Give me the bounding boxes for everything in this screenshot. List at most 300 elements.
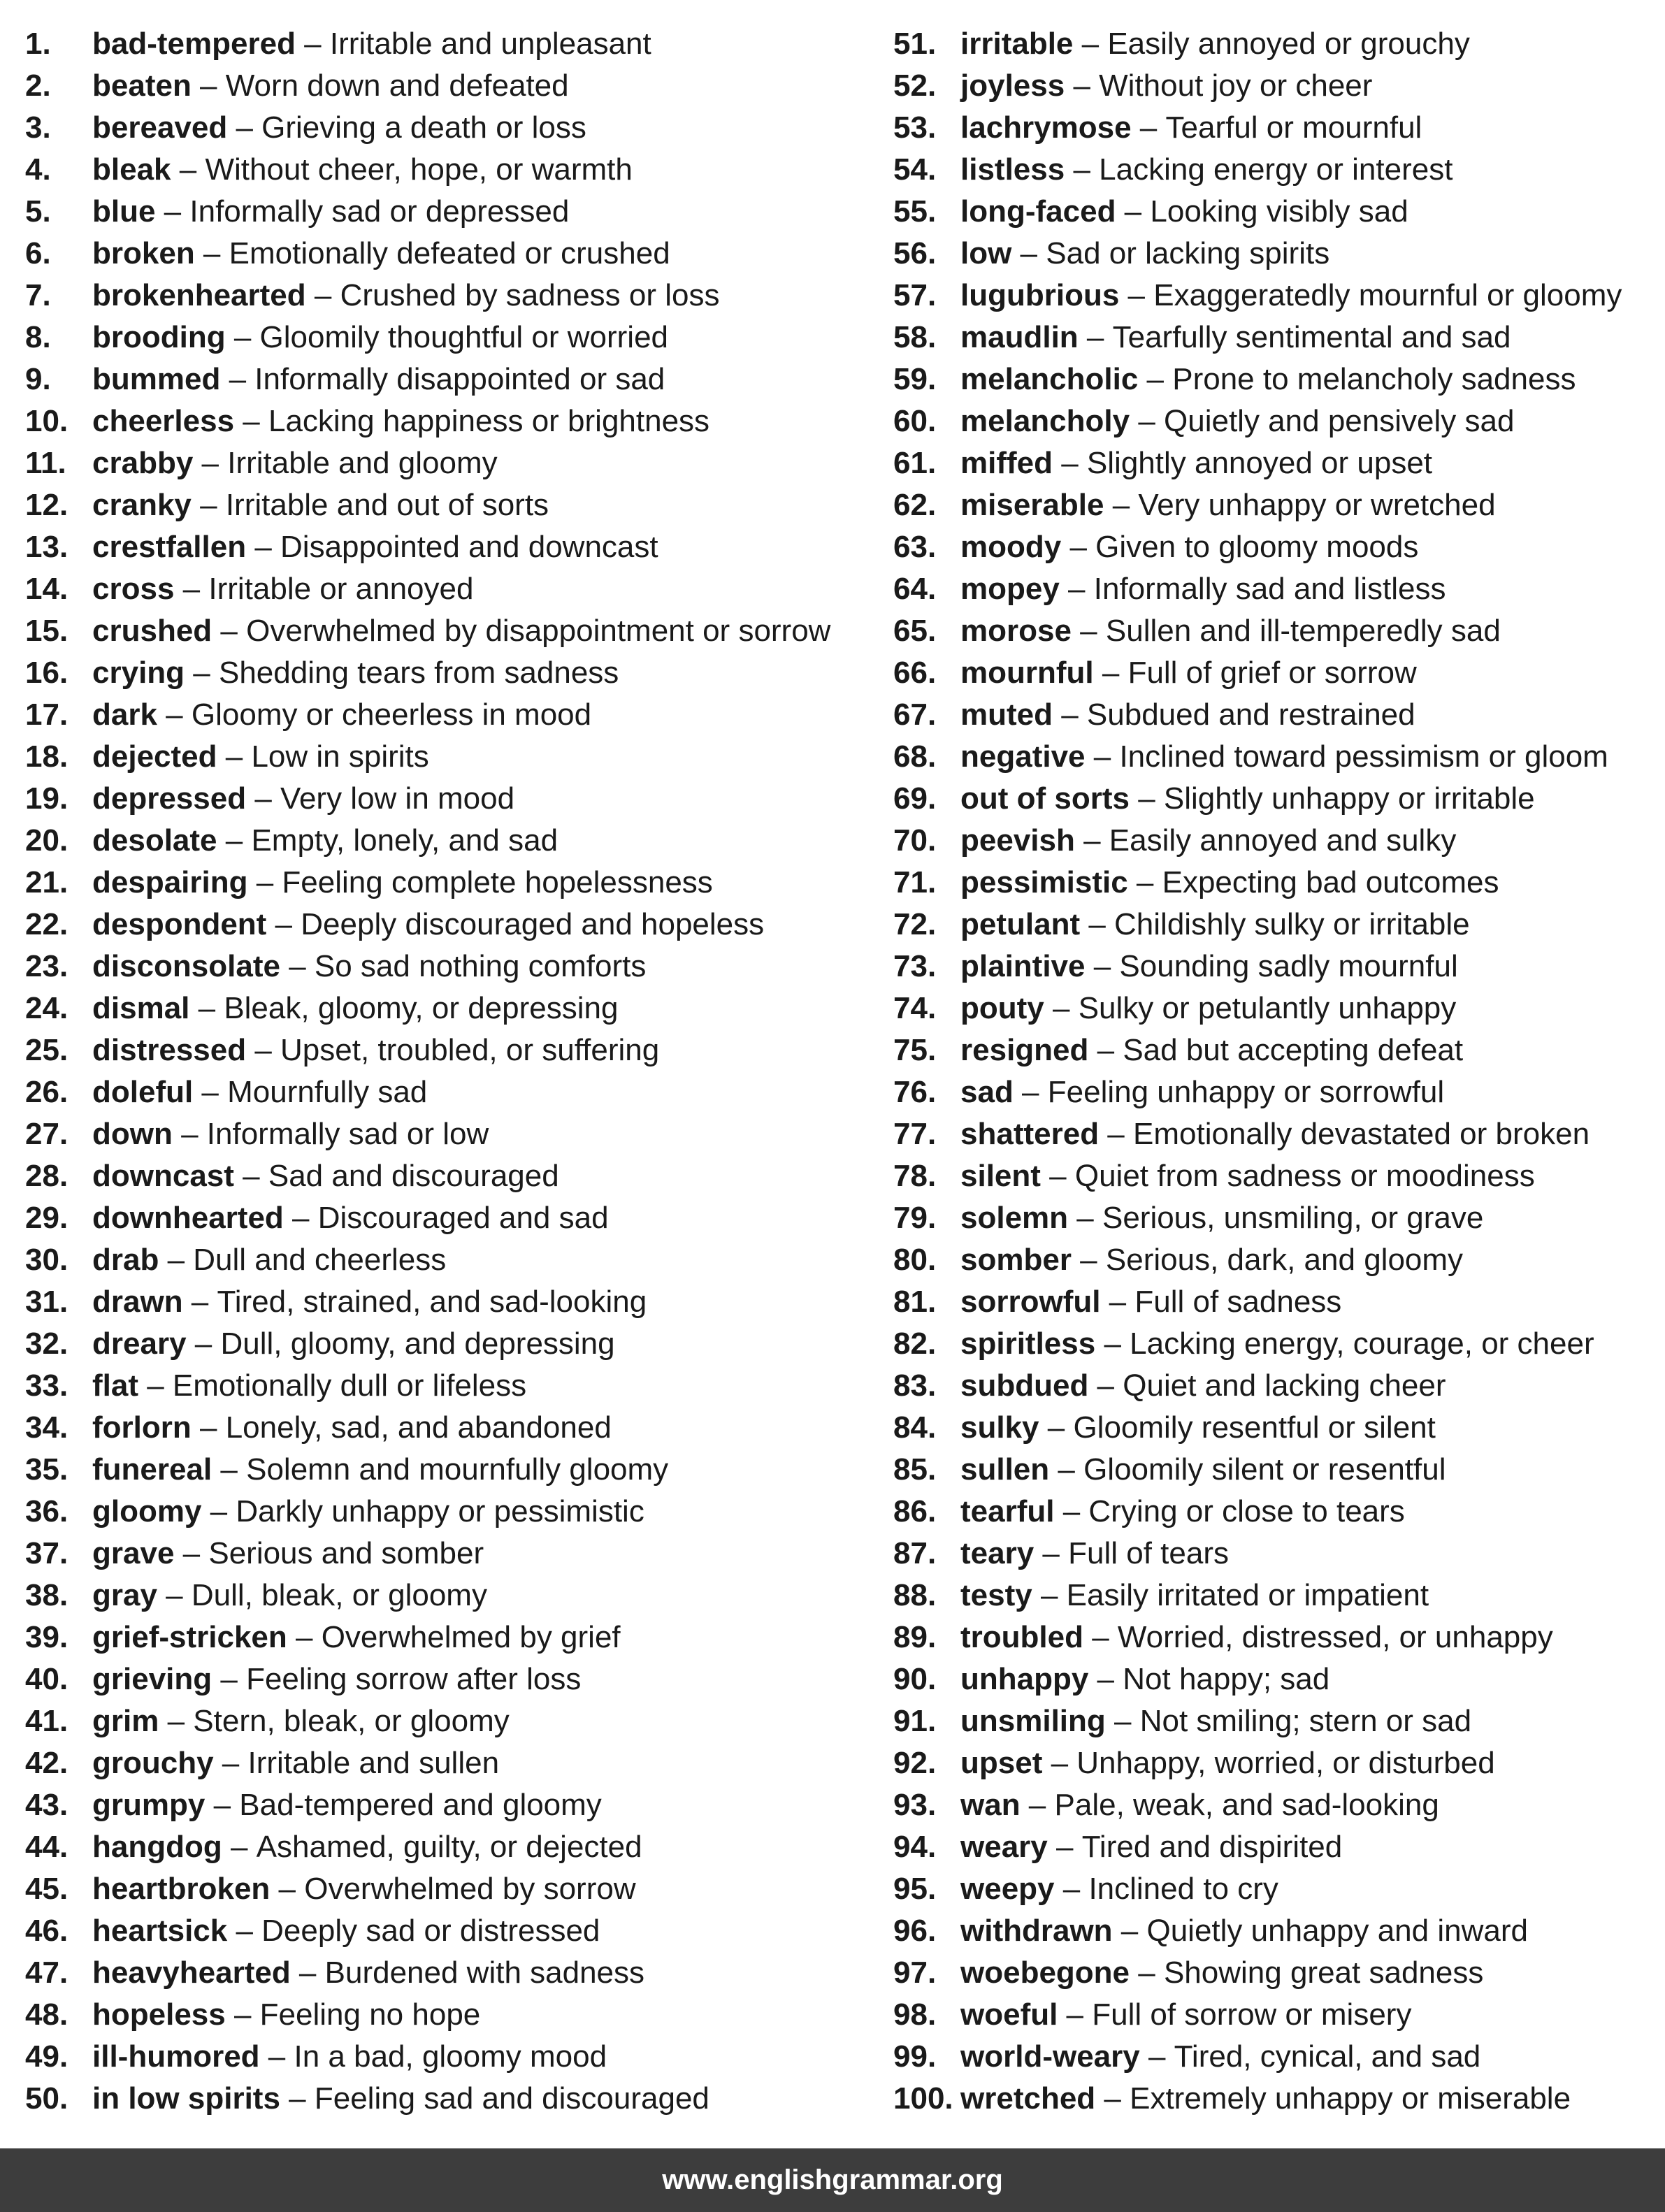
entry-separator: – xyxy=(1088,1033,1123,1067)
entry-definition: So sad nothing comforts xyxy=(314,949,647,983)
list-item xyxy=(893,1575,1655,1617)
entry-separator: – xyxy=(1095,1327,1130,1361)
entry-word: petulant xyxy=(960,907,1081,941)
entry-number: 85. xyxy=(893,1452,937,1487)
word-list-right-column xyxy=(893,23,1655,2120)
entry-number: 82. xyxy=(893,1327,937,1361)
entry-separator: – xyxy=(212,614,247,648)
entry-definition: Lonely, sad, and abandoned xyxy=(225,1410,612,1445)
entry-separator: – xyxy=(1013,1075,1048,1109)
entry-word: testy xyxy=(960,1578,1032,1612)
entry-word: long-faced xyxy=(960,194,1116,229)
entry-number: 57. xyxy=(893,278,937,312)
entry-number: 68. xyxy=(893,739,937,774)
entry-number: 91. xyxy=(893,1704,937,1738)
entry-number: 50. xyxy=(25,2081,69,2116)
entry-definition: Ashamed, guilty, or dejected xyxy=(256,1830,642,1864)
entry-separator: – xyxy=(212,1662,247,1696)
entry-definition: Upset, troubled, or suffering xyxy=(280,1033,660,1067)
entry-word: heartsick xyxy=(92,1914,228,1948)
entry-separator: – xyxy=(280,949,315,983)
entry-separator: – xyxy=(295,27,330,61)
entry-word: peevish xyxy=(960,823,1075,858)
entry-separator: – xyxy=(225,320,260,354)
list-item xyxy=(25,820,864,862)
entry-word: unsmiling xyxy=(960,1704,1106,1738)
entry-word: spiritless xyxy=(960,1327,1096,1361)
list-item xyxy=(893,1449,1655,1491)
entry-separator: – xyxy=(194,236,229,270)
entry-definition: Serious, unsmiling, or grave xyxy=(1102,1201,1484,1235)
entry-word: gloomy xyxy=(92,1494,202,1528)
entry-definition: Emotionally defeated or crushed xyxy=(229,236,670,270)
entry-number: 81. xyxy=(893,1285,937,1319)
entry-word: mopey xyxy=(960,572,1060,606)
entry-word: mournful xyxy=(960,656,1094,690)
entry-definition: Sad or lacking spirits xyxy=(1046,236,1330,270)
entry-word: maudlin xyxy=(960,320,1079,354)
list-item xyxy=(893,2078,1655,2120)
entry-definition: Tearful or mournful xyxy=(1165,110,1422,145)
entry-separator: – xyxy=(1104,488,1139,522)
entry-word: down xyxy=(92,1117,173,1151)
list-item xyxy=(893,1994,1655,2036)
list-item xyxy=(893,65,1655,107)
entry-definition: Gloomily silent or resentful xyxy=(1083,1452,1446,1487)
entry-number: 89. xyxy=(893,1620,937,1654)
entry-number: 94. xyxy=(893,1830,937,1864)
entry-word: shattered xyxy=(960,1117,1100,1151)
list-item xyxy=(25,610,864,652)
entry-word: drawn xyxy=(92,1285,183,1319)
entry-number: 54. xyxy=(893,152,937,187)
list-item xyxy=(893,1113,1655,1155)
entry-word: bummed xyxy=(92,362,221,396)
list-item xyxy=(893,484,1655,526)
entry-number: 74. xyxy=(893,991,937,1025)
entry-separator: – xyxy=(246,1033,281,1067)
entry-definition: Crying or close to tears xyxy=(1088,1494,1405,1528)
list-item xyxy=(25,1239,864,1281)
entry-definition: Feeling sad and discouraged xyxy=(314,2081,709,2116)
entry-number: 66. xyxy=(893,656,937,690)
entry-definition: Quiet and lacking cheer xyxy=(1123,1368,1446,1403)
entry-number: 96. xyxy=(893,1914,937,1948)
entry-number: 42. xyxy=(25,1746,69,1780)
entry-definition: Gloomy or cheerless in mood xyxy=(191,697,592,732)
entry-number: 78. xyxy=(893,1159,937,1193)
entry-separator: – xyxy=(1047,1830,1082,1864)
entry-separator: – xyxy=(217,739,252,774)
list-item xyxy=(893,820,1655,862)
entry-word: lugubrious xyxy=(960,278,1120,312)
entry-word: weary xyxy=(960,1830,1048,1864)
list-item xyxy=(25,778,864,820)
entry-separator: – xyxy=(1061,530,1096,564)
entry-number: 62. xyxy=(893,488,937,522)
entry-definition: Without cheer, hope, or warmth xyxy=(205,152,633,187)
list-item xyxy=(25,107,864,149)
entry-number: 45. xyxy=(25,1872,69,1906)
entry-separator: – xyxy=(1073,27,1108,61)
entry-definition: Sad but accepting defeat xyxy=(1123,1033,1464,1067)
entry-definition: Very low in mood xyxy=(280,781,515,816)
entry-separator: – xyxy=(227,1914,262,1948)
entry-word: downhearted xyxy=(92,1201,284,1235)
entry-number: 44. xyxy=(25,1830,69,1864)
entry-definition: Easily irritated or impatient xyxy=(1066,1578,1429,1612)
list-item xyxy=(893,1910,1655,1952)
entry-word: moody xyxy=(960,530,1062,564)
entry-definition: Lacking energy, courage, or cheer xyxy=(1130,1327,1594,1361)
entry-definition: Deeply discouraged and hopeless xyxy=(301,907,765,941)
entry-separator: – xyxy=(1054,1494,1089,1528)
list-item xyxy=(25,1155,864,1197)
entry-separator: – xyxy=(1054,1872,1089,1906)
list-item xyxy=(25,149,864,191)
entry-word: withdrawn xyxy=(960,1914,1113,1948)
entry-number: 21. xyxy=(25,865,69,899)
entry-number: 97. xyxy=(893,1956,937,1990)
entry-separator: – xyxy=(172,1117,207,1151)
list-item xyxy=(893,946,1655,988)
entry-word: distressed xyxy=(92,1033,247,1067)
entry-word: drab xyxy=(92,1243,159,1277)
entry-number: 76. xyxy=(893,1075,937,1109)
list-item xyxy=(25,1617,864,1658)
entry-number: 22. xyxy=(25,907,69,941)
entry-definition: Dull, gloomy, and depressing xyxy=(220,1327,615,1361)
entry-separator: – xyxy=(1085,949,1120,983)
entry-number: 38. xyxy=(25,1578,69,1612)
list-item xyxy=(893,988,1655,1029)
entry-definition: Expecting bad outcomes xyxy=(1162,865,1499,899)
entry-separator: – xyxy=(1053,446,1087,480)
entry-definition: Overwhelmed by sorrow xyxy=(304,1872,636,1906)
list-item xyxy=(893,149,1655,191)
entry-definition: Shedding tears from sadness xyxy=(218,656,619,690)
list-item xyxy=(25,442,864,484)
entry-number: 29. xyxy=(25,1201,69,1235)
entry-separator: – xyxy=(1049,1452,1084,1487)
list-item xyxy=(893,1868,1655,1910)
entry-definition: In a bad, gloomy mood xyxy=(294,2039,607,2074)
list-item xyxy=(25,1281,864,1323)
list-item xyxy=(25,317,864,359)
entry-word: ill-humored xyxy=(92,2039,260,2074)
entry-definition: Showing great sadness xyxy=(1163,1956,1484,1990)
list-item xyxy=(893,1197,1655,1239)
list-item xyxy=(893,1239,1655,1281)
entry-word: unhappy xyxy=(960,1662,1089,1696)
list-item xyxy=(893,568,1655,610)
list-item xyxy=(893,359,1655,400)
entry-number: 58. xyxy=(893,320,937,354)
entry-separator: – xyxy=(246,781,281,816)
entry-separator: – xyxy=(1131,110,1166,145)
entry-separator: – xyxy=(1074,823,1109,858)
entry-definition: Exaggeratedly mournful or gloomy xyxy=(1153,278,1622,312)
entry-separator: – xyxy=(1042,1746,1077,1780)
entry-number: 95. xyxy=(893,1872,937,1906)
entry-separator: – xyxy=(185,656,219,690)
entry-definition: Feeling sorrow after loss xyxy=(246,1662,582,1696)
list-item xyxy=(25,1197,864,1239)
entry-definition: Serious, dark, and gloomy xyxy=(1105,1243,1464,1277)
entry-definition: Full of grief or sorrow xyxy=(1127,656,1417,690)
entry-word: troubled xyxy=(960,1620,1083,1654)
entry-separator: – xyxy=(246,530,281,564)
list-item xyxy=(25,1658,864,1700)
entry-separator: – xyxy=(186,1327,221,1361)
list-item xyxy=(893,736,1655,778)
list-item xyxy=(25,1910,864,1952)
entry-word: dreary xyxy=(92,1327,187,1361)
entry-word: grouchy xyxy=(92,1746,214,1780)
list-item xyxy=(25,1071,864,1113)
entry-separator: – xyxy=(234,404,268,438)
list-item xyxy=(25,1784,864,1826)
entry-number: 43. xyxy=(25,1788,69,1822)
entry-number: 5. xyxy=(25,194,51,229)
entry-separator: – xyxy=(1078,320,1113,354)
entry-word: resigned xyxy=(960,1033,1089,1067)
entry-number: 8. xyxy=(25,320,51,354)
entry-word: crabby xyxy=(92,446,194,480)
list-item xyxy=(893,107,1655,149)
entry-number: 12. xyxy=(25,488,69,522)
entry-word: sorrowful xyxy=(960,1285,1101,1319)
entry-definition: Lacking energy or interest xyxy=(1099,152,1453,187)
entry-number: 98. xyxy=(893,1997,937,2032)
list-item xyxy=(25,1952,864,1994)
entry-word: crestfallen xyxy=(92,530,247,564)
entry-number: 75. xyxy=(893,1033,937,1067)
list-item xyxy=(25,946,864,988)
entry-word: solemn xyxy=(960,1201,1069,1235)
entry-definition: Disappointed and downcast xyxy=(280,530,658,564)
list-item xyxy=(893,1323,1655,1365)
entry-number: 47. xyxy=(25,1956,69,1990)
entry-number: 65. xyxy=(893,614,937,648)
entry-separator: – xyxy=(193,446,228,480)
footer-website-link[interactable]: www.englishgrammar.org xyxy=(662,2164,1003,2195)
entry-word: grim xyxy=(92,1704,159,1738)
list-item xyxy=(25,568,864,610)
entry-number: 34. xyxy=(25,1410,69,1445)
entry-definition: Tired and dispirited xyxy=(1081,1830,1343,1864)
entry-definition: Gloomily resentful or silent xyxy=(1073,1410,1436,1445)
entry-separator: – xyxy=(1105,1704,1140,1738)
entry-separator: – xyxy=(1058,1997,1093,2032)
list-item xyxy=(25,1742,864,1784)
entry-separator: – xyxy=(201,1494,236,1528)
list-item xyxy=(893,610,1655,652)
entry-separator: – xyxy=(266,907,301,941)
entry-word: bad-tempered xyxy=(92,27,296,61)
list-item xyxy=(25,1029,864,1071)
entry-number: 13. xyxy=(25,530,69,564)
list-item xyxy=(893,191,1655,233)
list-item xyxy=(893,1658,1655,1700)
entry-definition: Given to gloomy moods xyxy=(1095,530,1419,564)
entry-definition: Informally sad or depressed xyxy=(189,194,570,229)
entry-number: 41. xyxy=(25,1704,69,1738)
entry-number: 10. xyxy=(25,404,69,438)
list-item xyxy=(25,65,864,107)
entry-number: 84. xyxy=(893,1410,937,1445)
list-item xyxy=(25,1533,864,1575)
entry-separator: – xyxy=(1138,362,1173,396)
entry-definition: Easily annoyed or grouchy xyxy=(1107,27,1470,61)
entry-word: cheerless xyxy=(92,404,235,438)
list-item xyxy=(25,1700,864,1742)
entry-separator: – xyxy=(171,152,206,187)
entry-definition: Feeling no hope xyxy=(259,1997,481,2032)
entry-definition: Dull, bleak, or gloomy xyxy=(191,1578,487,1612)
entry-definition: Informally sad or low xyxy=(206,1117,489,1151)
entry-number: 11. xyxy=(25,446,66,480)
entry-word: irritable xyxy=(960,27,1074,61)
entry-number: 36. xyxy=(25,1494,69,1528)
entry-separator: – xyxy=(1129,781,1164,816)
entry-definition: Full of sorrow or misery xyxy=(1092,1997,1412,2032)
entry-word: low xyxy=(960,236,1012,270)
entry-word: pessimistic xyxy=(960,865,1128,899)
entry-word: out of sorts xyxy=(960,781,1130,816)
list-item xyxy=(893,1826,1655,1868)
list-item xyxy=(25,526,864,568)
entry-number: 9. xyxy=(25,362,51,396)
list-item xyxy=(25,359,864,400)
entry-number: 92. xyxy=(893,1746,937,1780)
entry-number: 86. xyxy=(893,1494,937,1528)
entry-separator: – xyxy=(1088,1368,1123,1403)
entry-word: in low spirits xyxy=(92,2081,280,2116)
entry-separator: – xyxy=(1044,991,1079,1025)
entry-definition: Dull and cheerless xyxy=(193,1243,447,1277)
entry-definition: Prone to melancholy sadness xyxy=(1172,362,1576,396)
list-item xyxy=(25,988,864,1029)
entry-word: heavyhearted xyxy=(92,1956,291,1990)
entry-definition: Informally disappointed or sad xyxy=(254,362,665,396)
list-item xyxy=(25,652,864,694)
list-item xyxy=(25,1113,864,1155)
entry-number: 40. xyxy=(25,1662,69,1696)
entry-word: grave xyxy=(92,1536,175,1570)
entry-number: 16. xyxy=(25,656,69,690)
list-item xyxy=(25,736,864,778)
entry-definition: Very unhappy or wretched xyxy=(1138,488,1496,522)
entry-definition: Tired, cynical, and sad xyxy=(1174,2039,1481,2074)
entry-separator: – xyxy=(247,865,282,899)
entry-word: despondent xyxy=(92,907,267,941)
list-item xyxy=(893,1029,1655,1071)
entry-separator: – xyxy=(213,1746,248,1780)
entry-separator: – xyxy=(1071,614,1106,648)
entry-separator: – xyxy=(1095,2081,1130,2116)
list-item xyxy=(893,1491,1655,1533)
list-item xyxy=(893,862,1655,904)
list-item xyxy=(25,694,864,736)
entry-number: 71. xyxy=(893,865,937,899)
entry-definition: Looking visibly sad xyxy=(1150,194,1408,229)
entry-number: 31. xyxy=(25,1285,69,1319)
entry-separator: – xyxy=(1065,68,1100,103)
entry-definition: Serious and somber xyxy=(208,1536,484,1570)
entry-number: 73. xyxy=(893,949,937,983)
entry-word: lachrymose xyxy=(960,110,1132,145)
entry-definition: Crushed by sadness or loss xyxy=(340,278,720,312)
entry-definition: Discouraged and sad xyxy=(317,1201,609,1235)
entry-separator: – xyxy=(157,1578,192,1612)
entry-number: 46. xyxy=(25,1914,69,1948)
entry-number: 99. xyxy=(893,2039,937,2074)
entry-separator: – xyxy=(305,278,340,312)
entry-number: 52. xyxy=(893,68,937,103)
entry-word: woebegone xyxy=(960,1956,1130,1990)
entry-number: 64. xyxy=(893,572,937,606)
list-item xyxy=(25,1575,864,1617)
entry-number: 49. xyxy=(25,2039,69,2074)
entry-number: 17. xyxy=(25,697,69,732)
entry-separator: – xyxy=(1100,1285,1135,1319)
entry-separator: – xyxy=(290,1956,325,1990)
entry-word: downcast xyxy=(92,1159,234,1193)
entry-separator: – xyxy=(159,1243,194,1277)
entry-definition: Emotionally devastated or broken xyxy=(1133,1117,1590,1151)
list-item xyxy=(893,233,1655,275)
entry-definition: Bad-tempered and gloomy xyxy=(239,1788,602,1822)
entry-word: woeful xyxy=(960,1997,1058,2032)
entry-definition: Irritable or annoyed xyxy=(208,572,474,606)
entry-number: 53. xyxy=(893,110,937,145)
entry-definition: Irritable and unpleasant xyxy=(329,27,651,61)
entry-separator: – xyxy=(1034,1536,1069,1570)
list-item xyxy=(25,233,864,275)
entry-separator: – xyxy=(205,1788,240,1822)
list-item xyxy=(25,1826,864,1868)
entry-number: 3. xyxy=(25,110,51,145)
entry-definition: Stern, bleak, or gloomy xyxy=(193,1704,510,1738)
entry-word: silent xyxy=(960,1159,1041,1193)
entry-number: 30. xyxy=(25,1243,69,1277)
list-item xyxy=(25,2078,864,2120)
entry-separator: – xyxy=(280,2081,315,2116)
entry-word: plaintive xyxy=(960,949,1086,983)
entry-word: crushed xyxy=(92,614,212,648)
entry-definition: Inclined to cry xyxy=(1088,1872,1278,1906)
entry-definition: Easily annoyed and sulky xyxy=(1109,823,1457,858)
entry-number: 79. xyxy=(893,1201,937,1235)
entry-word: pouty xyxy=(960,991,1044,1025)
entry-definition: Full of tears xyxy=(1068,1536,1229,1570)
entry-definition: Irritable and sullen xyxy=(247,1746,500,1780)
list-item xyxy=(893,400,1655,442)
entry-separator: – xyxy=(1130,1956,1164,1990)
entry-separator: – xyxy=(1093,656,1128,690)
entry-number: 27. xyxy=(25,1117,69,1151)
list-item xyxy=(25,275,864,317)
entry-separator: – xyxy=(1085,739,1120,774)
list-item xyxy=(25,1407,864,1449)
entry-definition: Sad and discouraged xyxy=(268,1159,559,1193)
list-item xyxy=(25,484,864,526)
entry-number: 6. xyxy=(25,236,51,270)
entry-word: morose xyxy=(960,614,1072,648)
entry-word: broken xyxy=(92,236,195,270)
entry-word: disconsolate xyxy=(92,949,280,983)
